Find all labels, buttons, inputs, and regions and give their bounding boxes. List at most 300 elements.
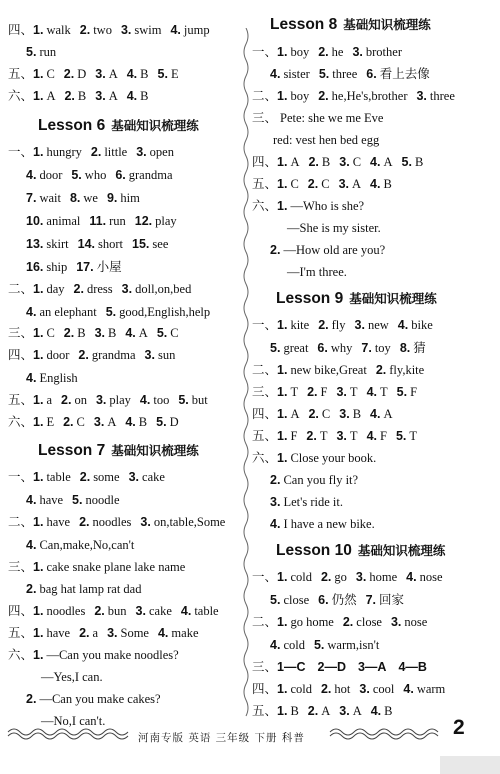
answer-line [252, 614, 427, 630]
item-number: 2. [63, 326, 75, 340]
item-number: 1. [33, 23, 44, 37]
answer-text: kite [290, 318, 310, 332]
item-number: 5. [71, 168, 82, 182]
answer-text: 一、 [252, 570, 278, 584]
item-number: 1. [33, 470, 44, 484]
answer-text: 四、 [8, 604, 34, 618]
answer-text: play [109, 393, 131, 407]
answer-text: fly [331, 318, 346, 332]
item-number: 2. [79, 470, 91, 484]
answer-text: F [320, 385, 328, 399]
item-number: 4. [270, 638, 281, 652]
answer-text: run [39, 45, 57, 59]
item-number: 3. [95, 89, 106, 103]
item-number: 1. [277, 704, 288, 718]
answer-text: play [155, 214, 177, 228]
answer-text: Can,make,No,can't [39, 538, 135, 552]
answer-text: A [138, 326, 148, 340]
item-number: 6. [317, 341, 328, 355]
lesson-title: Lesson 6 [38, 117, 106, 134]
item-number: 3. [390, 615, 402, 629]
item-number: 14. [77, 237, 96, 251]
answer-text: two [93, 23, 112, 37]
item-number: 1. [33, 326, 44, 340]
answer-line [270, 494, 343, 510]
item-number: 2. [79, 23, 91, 37]
item-number: 5. [178, 393, 189, 407]
lesson-heading [276, 289, 437, 308]
answer-text: 仍然 [331, 593, 357, 607]
answer-text: see [152, 237, 169, 251]
answer-text: 一、 [8, 470, 34, 484]
item-number: 1. [277, 451, 288, 465]
item-number: 4. [180, 604, 192, 618]
answer-text: C [352, 155, 362, 169]
answer-line [8, 559, 185, 575]
answer-text: 六、 [8, 648, 34, 662]
item-number: 2. [320, 682, 332, 696]
answer-text: B [290, 704, 299, 718]
item-number: 15. [132, 237, 150, 251]
item-number: 2. [79, 515, 90, 529]
item-number: 4. [270, 67, 281, 81]
answer-text: dress [86, 282, 113, 296]
answer-line [284, 264, 347, 280]
answer-text: table [46, 470, 71, 484]
answer-text: 二、 [252, 89, 278, 103]
answer-line [270, 472, 358, 488]
answer-text: 小屋 [96, 260, 122, 274]
answer-text: B [140, 67, 149, 81]
item-number: 3. [355, 570, 367, 584]
answer-line [252, 176, 392, 192]
item-number: 1. [277, 199, 288, 213]
answer-text: an elephant [39, 305, 97, 319]
item-number: 5. [318, 67, 330, 81]
answer-text: 二、 [8, 515, 34, 529]
item-number: 3. [339, 704, 350, 718]
answer-text: E [170, 67, 179, 81]
answer-text: walk [46, 23, 71, 37]
answer-line [26, 691, 161, 707]
item-number: 4. [125, 326, 136, 340]
answer-line [8, 144, 174, 160]
answer-text: close [356, 615, 382, 629]
answer-line [8, 22, 210, 38]
item-number: 5. [72, 493, 83, 507]
answer-line [252, 569, 443, 585]
answer-text: cake [142, 470, 165, 484]
answer-line [8, 647, 179, 663]
answer-line [252, 384, 417, 400]
answer-text: T [349, 385, 358, 399]
answer-line [252, 659, 427, 675]
answer-text: fly,kite [389, 363, 425, 377]
answer-text: cold [290, 682, 312, 696]
answer-text: new [367, 318, 389, 332]
item-number: 3. [339, 155, 350, 169]
item-number: 1. [277, 682, 288, 696]
answer-line [252, 428, 417, 444]
item-number: 3. [339, 407, 350, 421]
item-number: 1. [277, 615, 288, 629]
item-number: 1. [33, 348, 44, 362]
answer-text: 五、 [8, 67, 34, 81]
lesson-heading [270, 15, 431, 34]
answer-line [8, 281, 191, 297]
answer-line [270, 340, 426, 356]
answer-text: —Yes,I can. [41, 670, 103, 684]
answer-line [38, 669, 103, 685]
answer-text: cool [372, 682, 395, 696]
answer-text: 五、 [8, 393, 34, 407]
answer-text: grandma [128, 168, 173, 182]
item-number: 2. [308, 407, 319, 421]
item-number: 3. [354, 318, 365, 332]
answer-text: C [46, 67, 55, 81]
item-number: 1. [33, 648, 44, 662]
lesson-heading [38, 116, 199, 135]
item-number: 1. [277, 177, 288, 191]
answer-text: hot [334, 682, 351, 696]
answer-line [26, 492, 120, 508]
item-number: 4. [403, 682, 414, 696]
item-number: 3. [93, 415, 105, 429]
lesson-subtitle: 基础知识梳理练 [349, 292, 437, 306]
item-number: 16. [26, 260, 44, 274]
item-number: 13. [26, 237, 44, 251]
item-number: 12. [134, 214, 153, 228]
answer-line [252, 44, 402, 60]
item-number: 1. [33, 626, 44, 640]
answer-text: T [290, 385, 299, 399]
answer-text: have [39, 493, 64, 507]
item-number: 2. [270, 243, 281, 257]
answer-text: cake snake plane lake name [46, 560, 186, 574]
answer-text: 三、 [252, 660, 278, 674]
answer-text: English [39, 371, 78, 385]
answer-line [26, 167, 173, 183]
answer-text: open [149, 145, 174, 159]
item-number: 5. [313, 638, 325, 652]
item-number: 4. [370, 704, 382, 718]
item-number: 2. [342, 615, 354, 629]
answer-text: brother [365, 45, 402, 59]
lesson-title: Lesson 7 [38, 442, 106, 459]
answer-line [26, 213, 177, 229]
answer-text: too [153, 393, 170, 407]
answer-text: make [171, 626, 199, 640]
answer-text: 二、 [252, 615, 278, 629]
item-number: 2. [90, 145, 102, 159]
answer-line [252, 110, 383, 126]
item-number: 4. [157, 626, 169, 640]
answer-text: B [383, 177, 392, 191]
answer-text: close [283, 593, 310, 607]
answer-text: A [46, 89, 56, 103]
answer-text: A [352, 177, 362, 191]
lesson-heading [276, 541, 445, 560]
item-number: 1—C [277, 660, 306, 674]
answer-line [252, 681, 445, 697]
item-number: 6. [115, 168, 126, 182]
item-number: 4. [26, 305, 37, 319]
answer-text: nose [419, 570, 443, 584]
answer-text: boy [290, 45, 310, 59]
answer-line [252, 88, 455, 104]
item-number: 3. [95, 393, 107, 407]
answer-text: warm,isn't [327, 638, 380, 652]
answer-text: Pete: she we me Eve [280, 111, 384, 125]
item-number: 1. [33, 89, 44, 103]
answer-text: but [191, 393, 208, 407]
answer-text: 三、 [252, 385, 278, 399]
answer-line [8, 414, 179, 430]
item-number: 6. [366, 67, 377, 81]
answer-text: 三、 [252, 111, 278, 125]
item-number: 4. [126, 67, 138, 81]
item-number: 2. [307, 177, 319, 191]
answer-text: cold [283, 638, 305, 652]
answer-text: we [83, 191, 98, 205]
answer-text: 一、 [8, 145, 34, 159]
answer-text: a [92, 626, 99, 640]
lesson-subtitle: 基础知识梳理练 [111, 119, 199, 133]
item-number: 2—D [317, 660, 346, 674]
answer-line [8, 66, 179, 82]
item-number: 7. [26, 191, 37, 205]
answer-text: B [414, 155, 424, 169]
answer-text: A [383, 407, 393, 421]
answer-text: T [319, 429, 328, 443]
answer-text: A [383, 155, 393, 169]
answer-line [26, 537, 134, 553]
lesson-heading [38, 441, 199, 460]
item-number: 4. [370, 177, 381, 191]
item-number: 2. [26, 692, 37, 706]
answer-text: grandma [91, 348, 136, 362]
answer-text: T [349, 429, 358, 443]
item-number: 1. [277, 363, 288, 377]
item-number: 4. [139, 393, 151, 407]
item-number: 1. [33, 282, 44, 296]
item-number: 8. [69, 191, 81, 205]
answer-text: F [290, 429, 298, 443]
item-number: 5. [105, 305, 117, 319]
lesson-title: Lesson 8 [270, 16, 338, 33]
answer-text: three [332, 67, 358, 81]
answer-text: A [107, 415, 117, 429]
item-number: 2. [26, 582, 37, 596]
answer-text: skirt [46, 237, 69, 251]
item-number: 1. [33, 560, 44, 574]
item-number: 11. [89, 214, 107, 228]
answer-text: he [331, 45, 344, 59]
item-number: 3. [120, 23, 132, 37]
item-number: 7. [361, 341, 372, 355]
item-number: 2. [320, 570, 332, 584]
answer-text: door [39, 168, 63, 182]
item-number: 3. [352, 45, 363, 59]
item-number: 3—A [357, 660, 387, 674]
answer-text: —No,I can't. [41, 714, 106, 728]
answer-text: doll,on,bed [135, 282, 192, 296]
answer-text: run [109, 214, 126, 228]
answer-text: some [93, 470, 120, 484]
item-number: 2. [375, 363, 387, 377]
answer-line [26, 304, 210, 320]
item-number: 5. [395, 429, 407, 443]
item-number: 3. [135, 604, 146, 618]
item-number: 4. [366, 385, 377, 399]
answer-text: F [380, 429, 387, 443]
answer-text: C [290, 177, 299, 191]
answer-line [270, 242, 385, 258]
answer-text: 五、 [8, 626, 34, 640]
answer-text: cold [290, 570, 312, 584]
item-number: 3. [416, 89, 427, 103]
lesson-title: Lesson 10 [276, 542, 352, 559]
answer-line [8, 514, 225, 530]
answer-text: a [46, 393, 53, 407]
item-number: 3. [95, 67, 106, 81]
item-number: 5. [156, 326, 168, 340]
item-number: 9. [106, 191, 118, 205]
answer-line [26, 370, 78, 386]
answer-text: C [321, 407, 331, 421]
item-number: 2. [63, 415, 74, 429]
answer-text: C [46, 326, 55, 340]
answer-text: A [290, 155, 300, 169]
answer-text: wait [39, 191, 61, 205]
answer-text: have [46, 515, 71, 529]
answer-text: B [352, 407, 362, 421]
answer-text: go home [290, 615, 334, 629]
answer-line [26, 259, 122, 275]
item-number: 4. [26, 493, 37, 507]
answer-text: door [46, 348, 70, 362]
answer-text: A [290, 407, 300, 421]
item-number: 1. [277, 407, 288, 421]
answer-line [8, 603, 219, 619]
answer-text: 一、 [252, 318, 278, 332]
item-number: 1. [277, 429, 288, 443]
answer-text: 四、 [252, 155, 278, 169]
answer-text: 三、 [8, 560, 34, 574]
item-number: 3. [144, 348, 155, 362]
answer-text: go [334, 570, 347, 584]
answer-text: Can you fly it? [283, 473, 359, 487]
answer-line [8, 469, 165, 485]
item-number: 7. [365, 593, 377, 607]
answer-text: B [138, 415, 148, 429]
answer-text: on [74, 393, 87, 407]
answer-line [270, 592, 404, 608]
item-number: 2. [61, 393, 72, 407]
answer-text: ship [46, 260, 68, 274]
answer-text: noodle [85, 493, 120, 507]
answer-text: jump [183, 23, 210, 37]
item-number: 2. [318, 89, 329, 103]
answer-line [270, 637, 379, 653]
answer-text: hungry [46, 145, 82, 159]
answer-text: B [384, 704, 393, 718]
answer-text: 看上去像 [379, 67, 430, 81]
answer-text: 六、 [252, 451, 278, 465]
answer-text: great [283, 341, 309, 355]
item-number: 4. [397, 318, 409, 332]
item-number: 2. [79, 626, 90, 640]
item-number: 4. [26, 168, 37, 182]
item-number: 4. [125, 415, 136, 429]
answer-line [252, 450, 376, 466]
item-number: 2. [318, 318, 329, 332]
item-number: 1. [33, 145, 44, 159]
answer-line [8, 625, 199, 641]
item-number: 5. [26, 45, 37, 59]
answer-text: nose [404, 615, 428, 629]
answer-text: 六、 [252, 199, 278, 213]
answer-text: B [140, 89, 149, 103]
answer-text: F [410, 385, 418, 399]
answer-text: 四、 [252, 682, 278, 696]
lesson-subtitle: 基础知识梳理练 [111, 444, 199, 458]
answer-text: A [352, 704, 362, 718]
item-number: 2. [94, 604, 105, 618]
answer-text: home [369, 570, 398, 584]
answer-text: 四、 [252, 407, 278, 421]
lesson-title: Lesson 9 [276, 290, 344, 307]
answer-text: he,He's,brother [331, 89, 408, 103]
answer-line [252, 154, 423, 170]
answer-text: Let's ride it. [283, 495, 343, 509]
answer-text: noodles [46, 604, 86, 618]
answer-line [252, 317, 433, 333]
answer-text: swim [134, 23, 162, 37]
answer-text: 五、 [252, 177, 278, 191]
answer-text: animal [46, 214, 81, 228]
item-number: 4. [370, 407, 381, 421]
item-number: 10. [26, 214, 44, 228]
answer-text: boy [290, 89, 310, 103]
item-number: 3. [121, 282, 133, 296]
item-number: 4—B [398, 660, 427, 674]
item-number: 1. [277, 155, 288, 169]
answer-text: —Who is she? [290, 199, 365, 213]
answer-text: good,English,help [119, 305, 211, 319]
item-number: 3. [94, 326, 106, 340]
answer-text: I have a new bike. [283, 517, 375, 531]
answer-text: C [170, 326, 179, 340]
item-number: 3. [338, 177, 350, 191]
item-number: 1. [277, 385, 288, 399]
item-number: 4. [170, 23, 181, 37]
answer-line [26, 581, 141, 597]
answer-line [8, 347, 175, 363]
answer-text: —Can you make noodles? [46, 648, 179, 662]
answer-text: —I'm three. [287, 265, 347, 279]
answer-text: —How old are you? [283, 243, 386, 257]
item-number: 5. [157, 67, 168, 81]
answer-text: him [120, 191, 140, 205]
item-number: 3. [270, 495, 281, 509]
item-number: 2. [306, 429, 317, 443]
item-number: 1. [33, 415, 44, 429]
answer-text: noodles [92, 515, 132, 529]
answer-text: warm [416, 682, 446, 696]
answer-line [270, 132, 379, 148]
item-number: 4. [370, 155, 381, 169]
